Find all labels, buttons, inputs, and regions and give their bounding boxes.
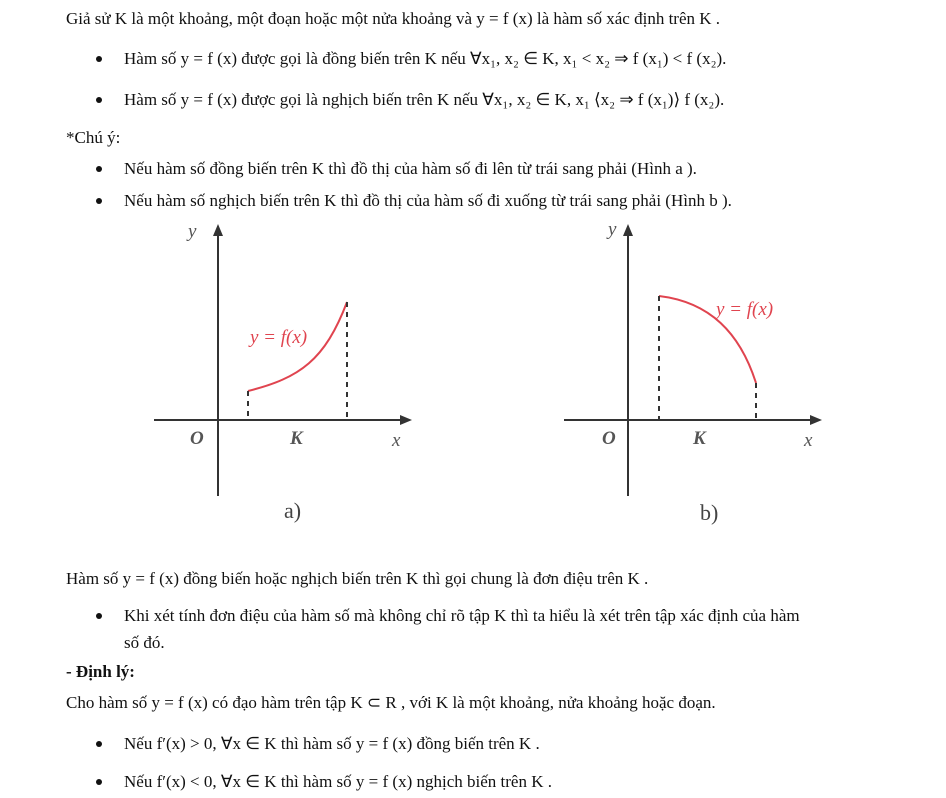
caption-a: a) [284,498,302,523]
bullet-dot [96,166,102,172]
curve-label: y = f(x) [716,299,774,320]
x-axis-arrow [400,415,412,425]
y-label: y [188,221,197,242]
theorem-increasing: Nếu f′(x) > 0, ∀x ∈ K thì hàm số y = f (x) đồng biến trên K . [124,734,540,753]
bullet-dot [96,97,102,103]
bullet-dot [96,613,102,619]
x-label: x [804,430,813,451]
note-decreasing-graph: Nếu hàm số nghịch biến trên K thì đồ thị của hàm số đi xuống từ trái sang phải (Hình b ). [124,191,732,210]
x-label: x [392,430,401,451]
k-label: K [693,428,706,449]
theorem-title: - Định lý: [66,662,135,681]
bullet-dot [96,56,102,62]
x-axis-arrow [810,415,822,425]
origin-label: O [602,428,616,449]
bullet-dot [96,198,102,204]
theorem-paragraph: Cho hàm số y = f (x) có đạo hàm trên tập K ⊂ R , với K là một khoảng, nửa khoảng hoặc đoạn. [66,693,716,712]
theorem-decreasing: Nếu f′(x) < 0, ∀x ∈ K thì hàm số y = f (x) nghịch biến trên K . [124,772,552,791]
figure-a-increasing [150,218,420,528]
y-label: y [608,219,617,240]
bullet-dot [96,779,102,785]
y-axis-arrow [623,224,633,236]
y-axis-arrow [213,224,223,236]
note-title: *Chú ý: [66,128,121,147]
note-domain: Khi xét tính đơn điệu của hàm số mà không chỉ rõ tập K thì ta hiểu là xét trên tập xác định của hàm [124,606,800,625]
bullet-dot [96,741,102,747]
monotone-paragraph: Hàm số y = f (x) đồng biến hoặc nghịch biến trên K thì gọi chung là đơn điệu trên K . [66,569,649,588]
note-domain-cont: số đó. [124,633,165,652]
k-label: K [290,428,303,449]
curve-label: y = f(x) [250,327,308,348]
origin-label: O [190,428,204,449]
caption-b: b) [700,500,719,525]
figure-b-decreasing [560,218,830,528]
def-decreasing: Hàm số y = f (x) được gọi là nghịch biến trên K nếu ∀x₁, x₂ ∈ K, x₁ ⟨x₂ ⇒ f (x₁)⟩ f (x₂). [124,90,725,109]
intro-paragraph: Giả sử K là một khoảng, một đoạn hoặc một nửa khoảng và y = f (x) là hàm số xác định trên K . [66,9,721,28]
def-increasing: Hàm số y = f (x) được gọi là đồng biến trên K nếu ∀x₁, x₂ ∈ K, x₁ < x₂ ⇒ f (x₁) < f (x₂). [124,49,727,68]
note-increasing-graph: Nếu hàm số đồng biến trên K thì đồ thị của hàm số đi lên từ trái sang phải (Hình a ). [124,159,697,178]
